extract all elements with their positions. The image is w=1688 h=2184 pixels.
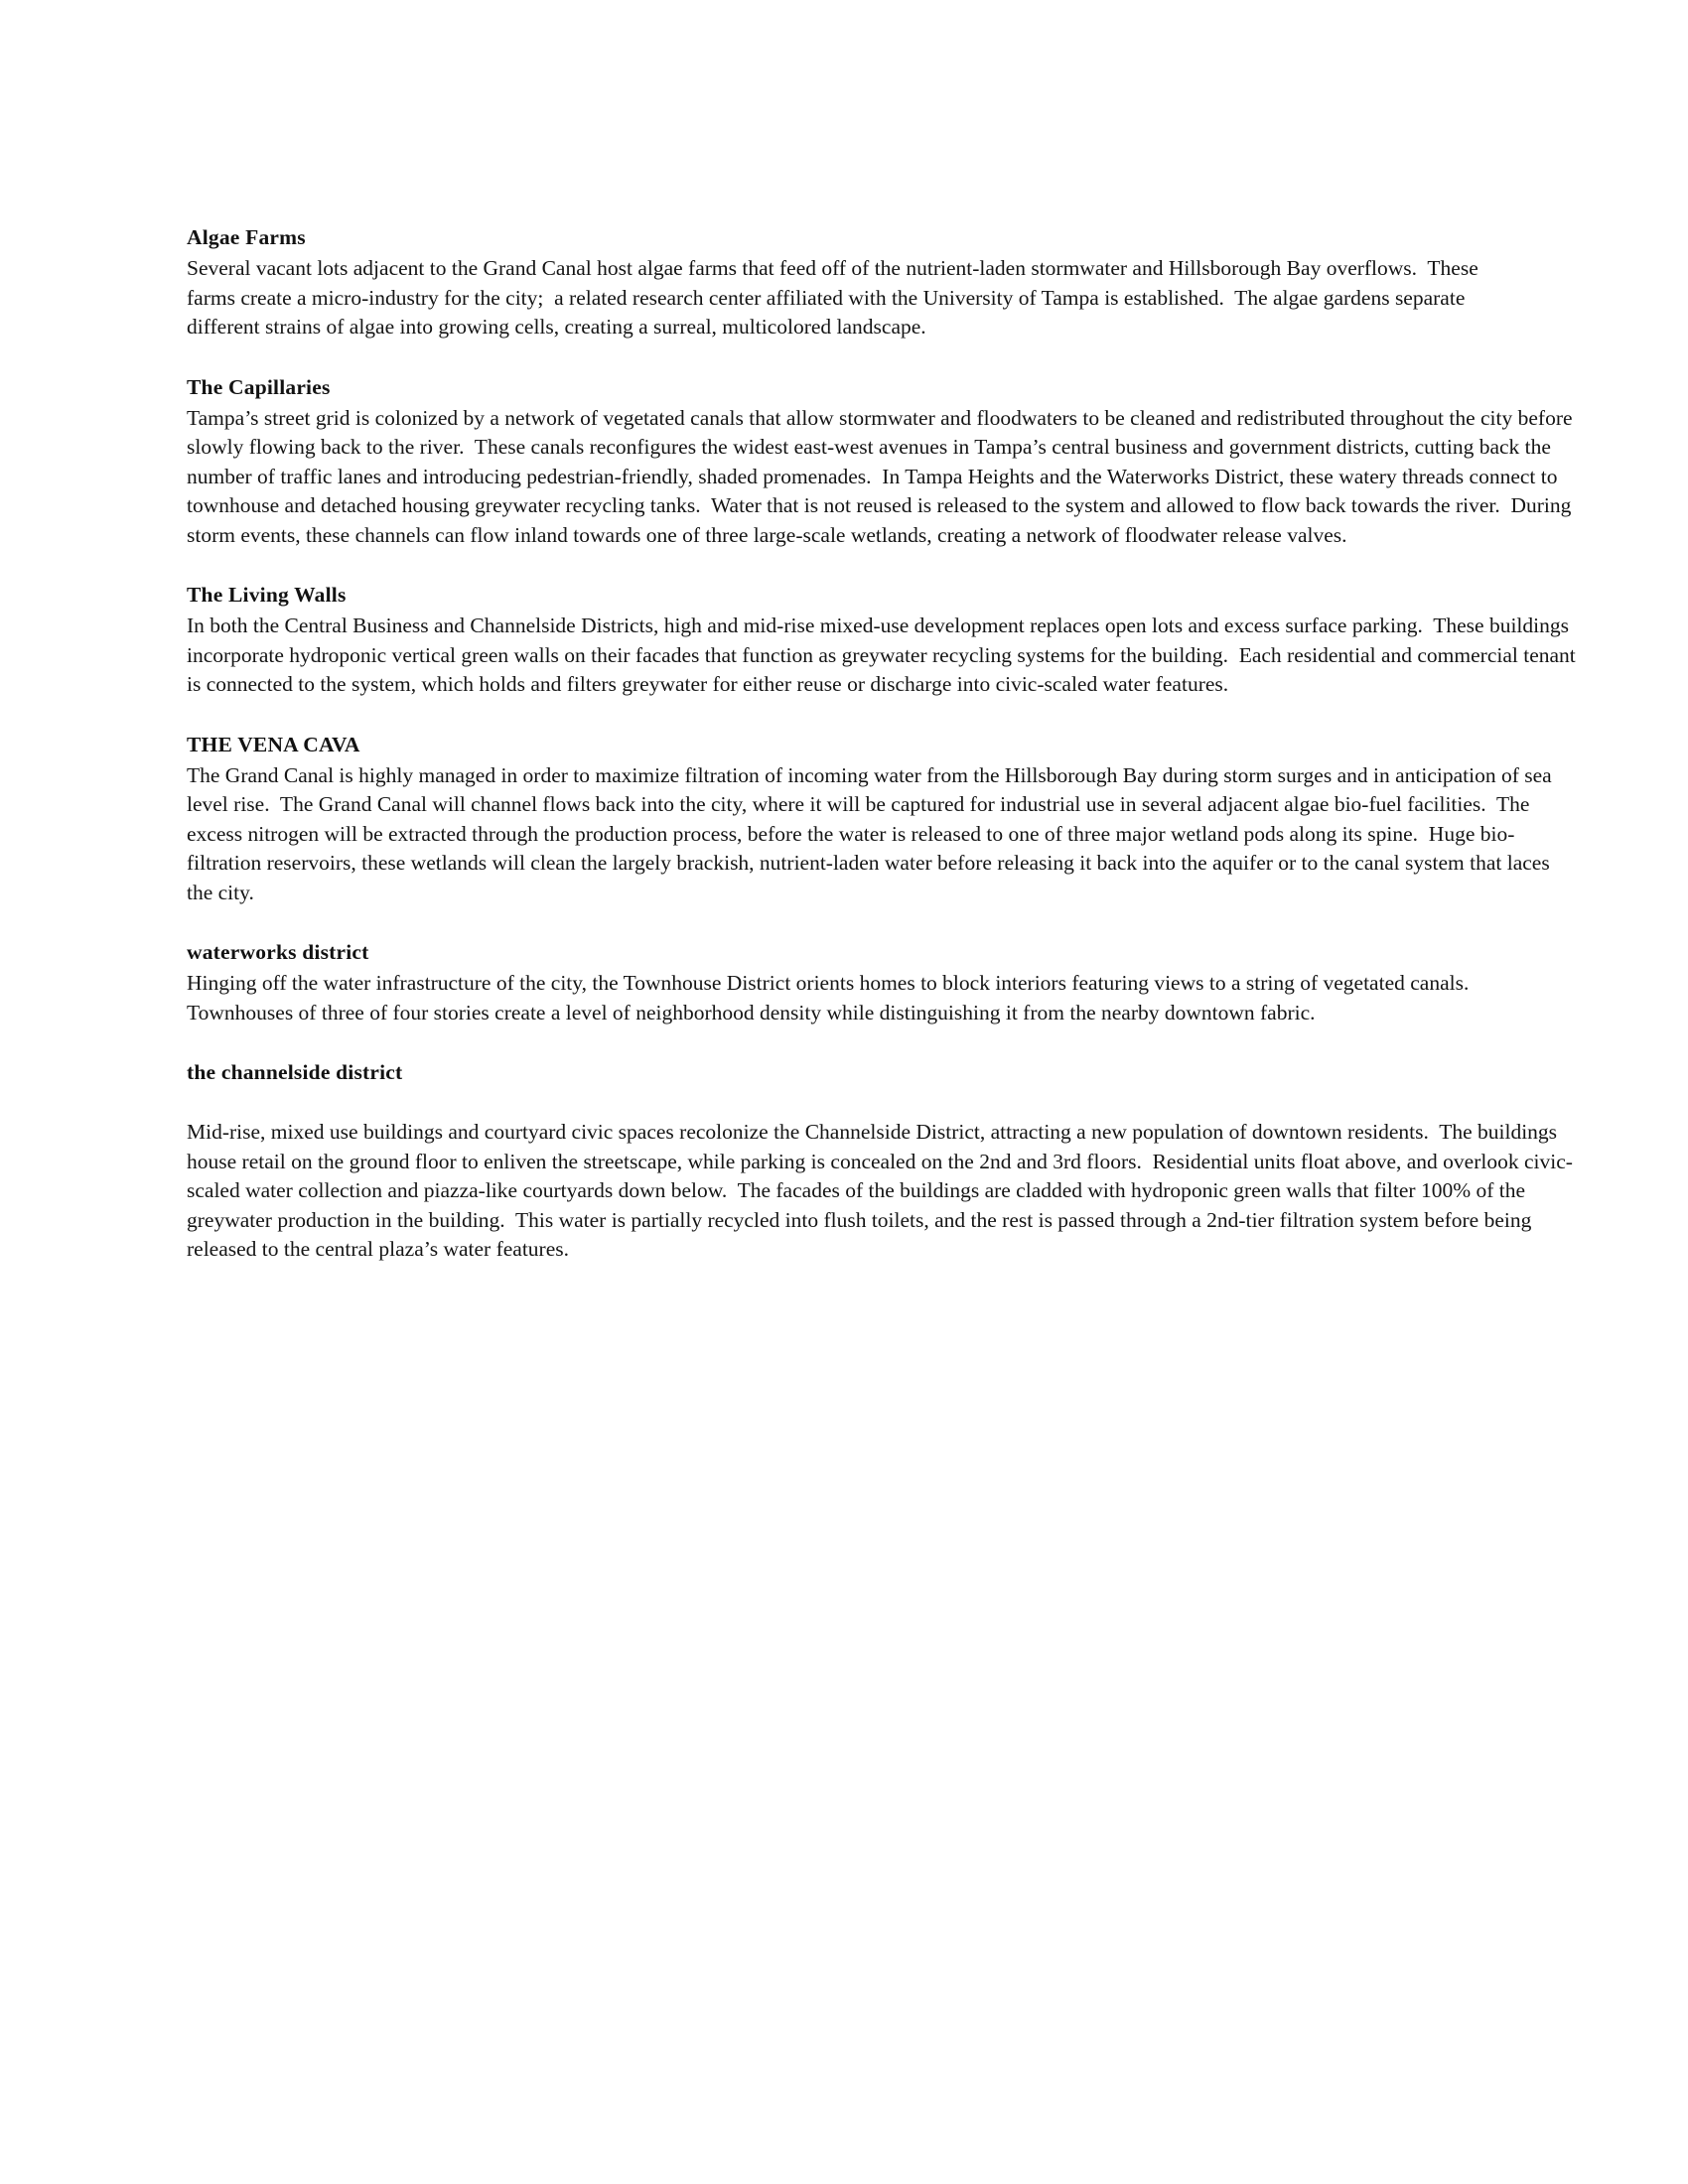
section-the-capillaries xyxy=(187,373,1578,551)
section-paragraph: Mid-rise, mixed use buildings and courtyard civic spaces recolonize the Channelside District, attracting a new population of downtown residents. The buildings house retail on the ground floor to enliven the streetscape, while parking is concealed on the 2nd and 3rd floors. Residential units float above, and overlook civic-scaled water collection and piazza-like courtyards down below. The facades of the buildings are cladded with hydroponic green walls that filter 100% of the greywater production in the building. This water is partially recycled into flush toilets, and the rest is passed through a 2nd-tier filtration system before being released to the central plaza’s water features. xyxy=(187,1120,1573,1261)
section-waterworks-district xyxy=(187,938,1517,1027)
section-heading: Algae Farms xyxy=(187,225,306,249)
section-paragraph: Tampa’s street grid is colonized by a network of vegetated canals that allow stormwater and floodwaters to be cleaned and redistributed throughout the city before slowly flowing back to the river. These canals reconfigures the widest east-west avenues in Tampa’s central business and government districts, cutting back the number of traffic lanes and introducing pedestrian-friendly, shaded promenades. In Tampa Heights and the Waterworks District, these watery threads connect to townhouse and detached housing greywater recycling tanks. Water that is not reused is released to the system and allowed to flow back towards the river. During storm events, these channels can flow inland towards one of three large-scale wetlands, creating a network of floodwater release valves. xyxy=(187,405,1578,547)
section-paragraph: The Grand Canal is highly managed in order to maximize filtration of incoming water from the Hillsborough Bay during storm surges and in anticipation of sea level rise. The Grand Canal will channel flows back into the city, where it will be captured for industrial use in several adjacent algae bio-fuel facilities. The excess nitrogen will be extracted through the production process, before the water is released to one of three major wetland pods along its spine. Huge bio-filtration reservoirs, these wetlands will clean the largely brackish, nutrient-laden water before releasing it back into the aquifer or to the canal system that laces the city. xyxy=(187,762,1558,904)
section-paragraph: Hinging off the water infrastructure of the city, the Townhouse District orients homes to block interiors featuring views to a string of vegetated canals. Townhouses of three of four stories create a level of neighborhood density while distinguishing it from the nearby downtown fabric. xyxy=(187,971,1479,1024)
document-body xyxy=(187,223,1582,1265)
section-heading: The Capillaries xyxy=(187,374,331,399)
section-the-living-walls xyxy=(187,581,1582,700)
section-the-channelside-district xyxy=(187,1058,1573,1265)
section-algae-farms xyxy=(187,223,1517,342)
section-heading: the channelside district xyxy=(187,1060,403,1084)
section-heading: THE VENA CAVA xyxy=(187,732,360,756)
section-paragraph: In both the Central Business and Channelside Districts, high and mid-rise mixed-use development replaces open lots and excess surface parking. These buildings incorporate hydroponic vertical green walls on their facades that function as greywater recycling systems for the building. Each residential and commercial tenant is connected to the system, which holds and filters greywater for either reuse or discharge into civic-scaled water features. xyxy=(187,614,1582,696)
section-heading: waterworks district xyxy=(187,940,369,964)
section-heading: The Living Walls xyxy=(187,583,347,607)
section-the-vena-cava xyxy=(187,731,1558,908)
section-paragraph: Several vacant lots adjacent to the Grand Canal host algae farms that feed off of the nutrient-laden stormwater and Hillsborough Bay overflows. These farms create a micro-industry for the city; a related research center affiliated with the University of Tampa is established. The algae gardens separate different strains of algae into growing cells, creating a surreal, multicolored landscape. xyxy=(187,256,1484,339)
